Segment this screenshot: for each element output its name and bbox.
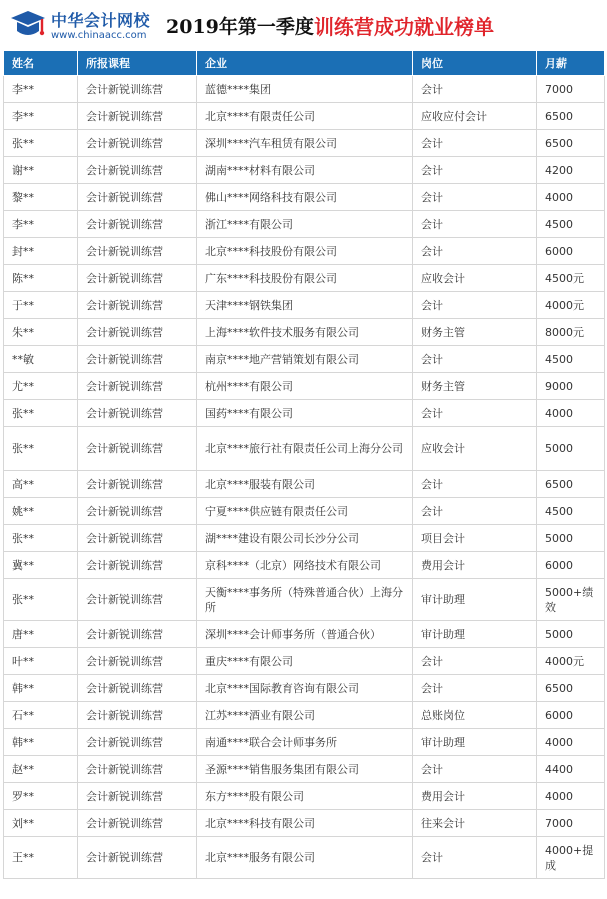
column-header-salary: 月薪 xyxy=(537,51,605,76)
table-row xyxy=(4,621,605,648)
cell-name: 韩** xyxy=(4,729,78,756)
cell-name: 张** xyxy=(4,525,78,552)
cell-position: 会计 xyxy=(413,184,537,211)
cell-name: 李** xyxy=(4,103,78,130)
cell-company: 北京****科技有限公司 xyxy=(197,810,413,837)
table-row xyxy=(4,498,605,525)
cell-company: 北京****国际教育咨询有限公司 xyxy=(197,675,413,702)
cell-name: 韩** xyxy=(4,675,78,702)
cell-company: 上海****软件技术服务有限公司 xyxy=(197,319,413,346)
cell-position: 财务主管 xyxy=(413,319,537,346)
cell-course: 会计新锐训练营 xyxy=(78,525,197,552)
cell-position: 会计 xyxy=(413,675,537,702)
cell-course: 会计新锐训练营 xyxy=(78,675,197,702)
brand-logo[interactable] xyxy=(6,6,156,46)
cell-company: 深圳****汽车租赁有限公司 xyxy=(197,130,413,157)
cell-position: 会计 xyxy=(413,471,537,498)
cell-company: 东方****股有限公司 xyxy=(197,783,413,810)
cell-position: 会计 xyxy=(413,837,537,879)
cell-name: 张** xyxy=(4,130,78,157)
cell-course: 会计新锐训练营 xyxy=(78,810,197,837)
table-row xyxy=(4,810,605,837)
cell-salary: 5000 xyxy=(537,621,605,648)
column-header-name: 姓名 xyxy=(4,51,78,76)
cell-company: 北京****服装有限公司 xyxy=(197,471,413,498)
cell-company: 广东****科技股份有限公司 xyxy=(197,265,413,292)
table-row xyxy=(4,211,605,238)
cell-salary: 6500 xyxy=(537,130,605,157)
cell-course: 会计新锐训练营 xyxy=(78,702,197,729)
cell-name: 叶** xyxy=(4,648,78,675)
cell-salary: 4500 xyxy=(537,211,605,238)
cell-course: 会计新锐训练营 xyxy=(78,319,197,346)
table-row xyxy=(4,552,605,579)
page-title-period: 2019年第一季度 xyxy=(166,16,314,38)
page-header xyxy=(0,0,607,50)
cell-salary: 5000 xyxy=(537,525,605,552)
cell-company: 京科****（北京）网络技术有限公司 xyxy=(197,552,413,579)
cell-position: 审计助理 xyxy=(413,621,537,648)
table-row xyxy=(4,579,605,621)
cell-position: 会计 xyxy=(413,648,537,675)
table-row xyxy=(4,103,605,130)
cell-course: 会计新锐训练营 xyxy=(78,837,197,879)
cell-position: 应收应付会计 xyxy=(413,103,537,130)
cell-position: 总账岗位 xyxy=(413,702,537,729)
cell-name: 石** xyxy=(4,702,78,729)
cell-salary: 6000 xyxy=(537,238,605,265)
cell-company: 南京****地产营销策划有限公司 xyxy=(197,346,413,373)
table-row xyxy=(4,157,605,184)
table-row xyxy=(4,702,605,729)
cell-course: 会计新锐训练营 xyxy=(78,783,197,810)
cell-salary: 5000+绩效 xyxy=(537,579,605,621)
cell-position: 会计 xyxy=(413,76,537,103)
table-row xyxy=(4,346,605,373)
cell-salary: 4000+提成 xyxy=(537,837,605,879)
table-row xyxy=(4,427,605,471)
cell-name: 李** xyxy=(4,76,78,103)
cell-salary: 4200 xyxy=(537,157,605,184)
cell-company: 深圳****会计师事务所（普通合伙） xyxy=(197,621,413,648)
cell-position: 会计 xyxy=(413,756,537,783)
cell-name: 王** xyxy=(4,837,78,879)
employment-table xyxy=(3,50,605,879)
cell-name: 谢** xyxy=(4,157,78,184)
cell-company: 蓝德****集团 xyxy=(197,76,413,103)
cell-course: 会计新锐训练营 xyxy=(78,648,197,675)
cell-name: 封** xyxy=(4,238,78,265)
cell-salary: 4500 xyxy=(537,498,605,525)
table-body xyxy=(4,76,605,879)
cell-name: 朱** xyxy=(4,319,78,346)
cell-company: 宁夏****供应链有限责任公司 xyxy=(197,498,413,525)
cell-company: 佛山****网络科技有限公司 xyxy=(197,184,413,211)
cell-company: 湖南****材料有限公司 xyxy=(197,157,413,184)
cell-name: 刘** xyxy=(4,810,78,837)
cell-salary: 6000 xyxy=(537,702,605,729)
cell-course: 会计新锐训练营 xyxy=(78,103,197,130)
cell-name: 姚** xyxy=(4,498,78,525)
cell-company: 天津****钢铁集团 xyxy=(197,292,413,319)
cell-position: 费用会计 xyxy=(413,783,537,810)
column-header-position: 岗位 xyxy=(413,51,537,76)
logo-name: 中华会计网校 xyxy=(51,11,151,30)
cell-company: 浙江****有限公司 xyxy=(197,211,413,238)
table-row xyxy=(4,76,605,103)
table-header xyxy=(4,51,605,76)
table-row xyxy=(4,837,605,879)
cell-salary: 4000 xyxy=(537,729,605,756)
cell-course: 会计新锐训练营 xyxy=(78,621,197,648)
cell-position: 项目会计 xyxy=(413,525,537,552)
cell-company: 重庆****有限公司 xyxy=(197,648,413,675)
cell-position: 会计 xyxy=(413,498,537,525)
cell-name: 张** xyxy=(4,579,78,621)
cell-salary: 9000 xyxy=(537,373,605,400)
table-row xyxy=(4,265,605,292)
cell-company: 湖****建设有限公司长沙分公司 xyxy=(197,525,413,552)
table-row xyxy=(4,238,605,265)
cell-salary: 4000 xyxy=(537,184,605,211)
cell-name: 高** xyxy=(4,471,78,498)
cell-salary: 6500 xyxy=(537,103,605,130)
table-row xyxy=(4,729,605,756)
cell-position: 会计 xyxy=(413,400,537,427)
cell-company: 天衡****事务所（特殊普通合伙）上海分所 xyxy=(197,579,413,621)
cell-salary: 6500 xyxy=(537,675,605,702)
cell-course: 会计新锐训练营 xyxy=(78,184,197,211)
cell-company: 北京****旅行社有限责任公司上海分公司 xyxy=(197,427,413,471)
table-row xyxy=(4,130,605,157)
cell-salary: 6000 xyxy=(537,552,605,579)
table-header-row xyxy=(4,51,605,76)
logo-url: www.chinaacc.com xyxy=(51,30,147,41)
cell-company: 北京****服务有限公司 xyxy=(197,837,413,879)
cell-course: 会计新锐训练营 xyxy=(78,76,197,103)
cell-course: 会计新锐训练营 xyxy=(78,265,197,292)
cell-course: 会计新锐训练营 xyxy=(78,130,197,157)
column-header-course: 所报课程 xyxy=(78,51,197,76)
cell-course: 会计新锐训练营 xyxy=(78,211,197,238)
cell-salary: 4500 xyxy=(537,346,605,373)
table-row xyxy=(4,471,605,498)
cell-salary: 4000 xyxy=(537,783,605,810)
cell-name: 陈** xyxy=(4,265,78,292)
cell-course: 会计新锐训练营 xyxy=(78,729,197,756)
cell-name: 张** xyxy=(4,427,78,471)
table-row xyxy=(4,400,605,427)
cell-position: 会计 xyxy=(413,157,537,184)
table-row xyxy=(4,783,605,810)
cell-position: 会计 xyxy=(413,130,537,157)
cell-salary: 4400 xyxy=(537,756,605,783)
cell-position: 会计 xyxy=(413,292,537,319)
cell-position: 财务主管 xyxy=(413,373,537,400)
cell-name: **敏 xyxy=(4,346,78,373)
cell-name: 罗** xyxy=(4,783,78,810)
cell-salary: 8000元 xyxy=(537,319,605,346)
cell-position: 费用会计 xyxy=(413,552,537,579)
cell-name: 张** xyxy=(4,400,78,427)
cell-course: 会计新锐训练营 xyxy=(78,427,197,471)
cell-salary: 7000 xyxy=(537,76,605,103)
cell-company: 圣源****销售服务集团有限公司 xyxy=(197,756,413,783)
cell-course: 会计新锐训练营 xyxy=(78,292,197,319)
cell-name: 于** xyxy=(4,292,78,319)
cell-company: 杭州****有限公司 xyxy=(197,373,413,400)
cell-salary: 4000元 xyxy=(537,292,605,319)
cell-position: 应收会计 xyxy=(413,265,537,292)
table-row xyxy=(4,373,605,400)
cell-salary: 5000 xyxy=(537,427,605,471)
cell-course: 会计新锐训练营 xyxy=(78,471,197,498)
cell-company: 国药****有限公司 xyxy=(197,400,413,427)
table-row xyxy=(4,184,605,211)
cell-company: 北京****科技股份有限公司 xyxy=(197,238,413,265)
table-row xyxy=(4,675,605,702)
cell-course: 会计新锐训练营 xyxy=(78,498,197,525)
cell-name: 赵** xyxy=(4,756,78,783)
cell-name: 李** xyxy=(4,211,78,238)
cell-name: 冀** xyxy=(4,552,78,579)
cell-course: 会计新锐训练营 xyxy=(78,346,197,373)
cell-salary: 6500 xyxy=(537,471,605,498)
page-title-highlight: 训练营成功就业榜单 xyxy=(314,15,494,39)
cell-salary: 4500元 xyxy=(537,265,605,292)
table-row xyxy=(4,292,605,319)
cell-course: 会计新锐训练营 xyxy=(78,552,197,579)
cell-salary: 4000元 xyxy=(537,648,605,675)
cell-course: 会计新锐训练营 xyxy=(78,238,197,265)
cell-company: 江苏****酒业有限公司 xyxy=(197,702,413,729)
cell-course: 会计新锐训练营 xyxy=(78,756,197,783)
cell-name: 黎** xyxy=(4,184,78,211)
table-row xyxy=(4,648,605,675)
cell-company: 南通****联合会计师事务所 xyxy=(197,729,413,756)
cell-course: 会计新锐训练营 xyxy=(78,579,197,621)
cell-position: 会计 xyxy=(413,211,537,238)
cell-course: 会计新锐训练营 xyxy=(78,400,197,427)
table-row xyxy=(4,525,605,552)
cell-company: 北京****有限责任公司 xyxy=(197,103,413,130)
cell-name: 唐** xyxy=(4,621,78,648)
cell-position: 审计助理 xyxy=(413,729,537,756)
cell-position: 应收会计 xyxy=(413,427,537,471)
cell-salary: 7000 xyxy=(537,810,605,837)
cell-course: 会计新锐训练营 xyxy=(78,373,197,400)
table-row xyxy=(4,319,605,346)
cell-position: 会计 xyxy=(413,238,537,265)
cell-course: 会计新锐训练营 xyxy=(78,157,197,184)
table-row xyxy=(4,756,605,783)
column-header-company: 企业 xyxy=(197,51,413,76)
logo-shield-icon xyxy=(8,9,48,43)
cell-position: 往来会计 xyxy=(413,810,537,837)
cell-name: 尤** xyxy=(4,373,78,400)
cell-position: 审计助理 xyxy=(413,579,537,621)
cell-salary: 4000 xyxy=(537,400,605,427)
cell-position: 会计 xyxy=(413,346,537,373)
